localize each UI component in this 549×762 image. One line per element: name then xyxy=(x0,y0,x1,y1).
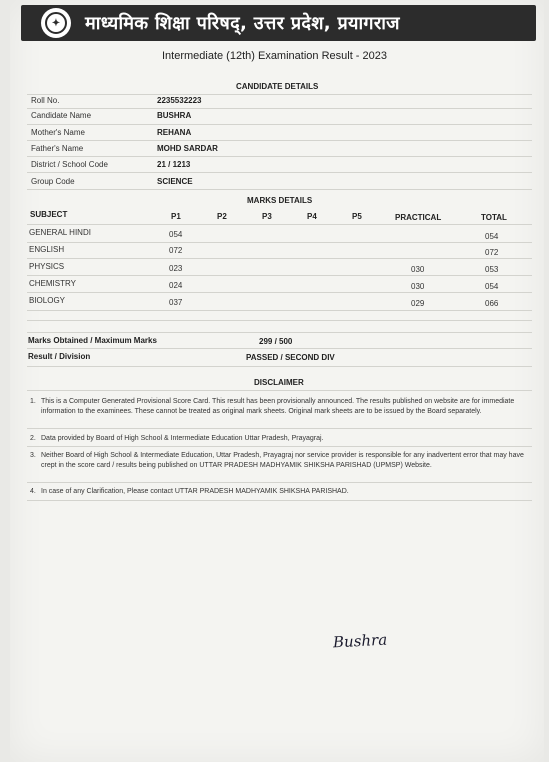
disclaimer-item: 3. Neither Board of High School & Intermediate Education, Uttar Pradesh, Prayagraj nor service provider is responsible for any inadvertent error that may have crept in the score card / results being published on UTTAR PRADESH MADHYAMIK SHIKSHA PARISHAD (UPMSP) Website. xyxy=(30,452,524,469)
table-row-total: 072 xyxy=(485,248,499,257)
header-total: TOTAL xyxy=(481,213,507,222)
father-name-value: MOHD SARDAR xyxy=(157,144,218,153)
header-p4: P4 xyxy=(307,212,317,221)
handwritten-signature: Bushra xyxy=(332,630,388,652)
header-p1: P1 xyxy=(171,212,181,221)
header-p2: P2 xyxy=(217,212,227,221)
roll-no-value: 2235532223 xyxy=(157,96,202,105)
header-practical: PRACTICAL xyxy=(395,213,442,222)
table-row-total: 053 xyxy=(485,265,499,274)
table-row-subject: ENGLISH xyxy=(29,245,65,254)
table-row-p1: 072 xyxy=(169,246,183,255)
table-row-total: 066 xyxy=(485,299,499,308)
group-code-label: Group Code xyxy=(31,177,75,186)
district-school-value: 21 / 1213 xyxy=(157,160,191,169)
group-code-value: SCIENCE xyxy=(157,177,193,186)
table-row-p1: 037 xyxy=(169,298,183,307)
mother-name-value: REHANA xyxy=(157,128,192,137)
emblem-icon: ✦ xyxy=(45,12,67,34)
marks-obtained-value: 299 / 500 xyxy=(259,337,293,346)
table-row-p1: 054 xyxy=(169,230,183,239)
board-logo-icon xyxy=(41,8,71,38)
roll-no-label: Roll No. xyxy=(31,96,60,105)
board-header xyxy=(21,5,536,41)
table-row-total: 054 xyxy=(485,232,499,241)
marks-obtained-label: Marks Obtained / Maximum Marks xyxy=(28,336,157,345)
candidate-name-value: BUSHRA xyxy=(157,111,192,120)
table-row-p1: 023 xyxy=(169,264,183,273)
table-row-practical: 029 xyxy=(411,299,425,308)
table-row-subject: GENERAL HINDI xyxy=(29,228,91,237)
table-row-p1: 024 xyxy=(169,281,183,290)
result-title: Intermediate (12th) Examination Result - 2023 xyxy=(161,50,387,62)
father-name-label: Father's Name xyxy=(31,144,84,153)
disclaimer-item: 2. Data provided by Board of High School & Intermediate Education Uttar Pradesh, Prayagraj. xyxy=(30,435,324,442)
board-name: माध्यमिक शिक्षा परिषद्, उत्तर प्रदेश, प्रयागराज xyxy=(85,13,400,34)
header-p3: P3 xyxy=(262,212,272,221)
result-division-value: PASSED / SECOND DIV xyxy=(246,353,335,362)
table-row-subject: PHYSICS xyxy=(29,262,65,271)
disclaimer-item: 1. This is a Computer Generated Provisional Score Card. This result has been provisionally announced. The results published on website are for immediate information to the examinees. These cannot be treated as original mark sheets. Original mark sheets are to be issued by the Board separately. xyxy=(30,398,515,415)
result-division-label: Result / Division xyxy=(28,352,91,361)
marks-section-title: MARKS DETAILS xyxy=(247,196,313,205)
mother-name-label: Mother's Name xyxy=(31,128,85,137)
table-row-subject: BIOLOGY xyxy=(29,296,66,305)
disclaimer-item: 4. In case of any Clarification, Please contact UTTAR PRADESH MADHYAMIK SHIKSHA PARISHAD. xyxy=(30,488,349,495)
header-subject: SUBJECT xyxy=(30,210,68,219)
candidate-name-label: Candidate Name xyxy=(31,111,92,120)
table-row-practical: 030 xyxy=(411,282,425,291)
table-row-practical: 030 xyxy=(411,265,425,274)
header-p5: P5 xyxy=(352,212,362,221)
disclaimer-title: DISCLAIMER xyxy=(254,378,304,387)
table-row-total: 054 xyxy=(485,282,499,291)
district-school-label: District / School Code xyxy=(31,160,108,169)
table-row-subject: CHEMISTRY xyxy=(29,279,76,288)
candidate-section-title: CANDIDATE DETAILS xyxy=(236,82,319,91)
